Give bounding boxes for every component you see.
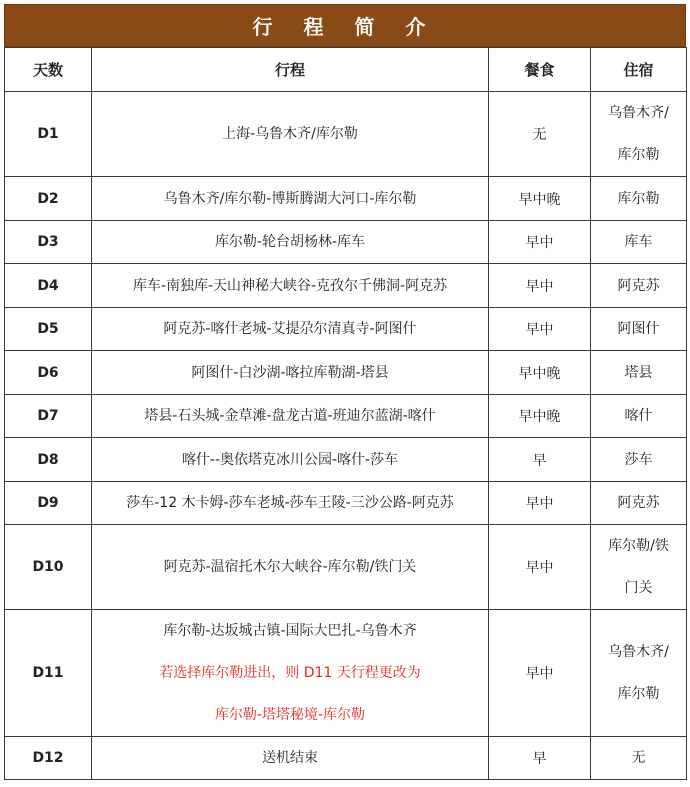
table-title: 行 程 简 介 bbox=[4, 4, 686, 47]
day-cell: D2 bbox=[5, 177, 92, 221]
table-row bbox=[5, 525, 687, 610]
stay-cell bbox=[591, 264, 687, 308]
itinerary-text: 库车-南独库-天山神秘大峡谷-克孜尔千佛洞-阿克苏 bbox=[132, 277, 448, 294]
meals-cell: 早中 bbox=[489, 308, 591, 351]
itinerary-cell bbox=[92, 737, 489, 780]
table-row bbox=[5, 438, 687, 482]
itinerary-text: 莎车-12 木卡姆-莎车老城-莎车王陵-三沙公路-阿克苏 bbox=[126, 495, 454, 511]
day-cell: D9 bbox=[5, 482, 92, 525]
table-row bbox=[5, 610, 687, 737]
itinerary-table bbox=[4, 47, 687, 780]
stay-cell bbox=[591, 308, 687, 351]
day-cell: D11 bbox=[5, 610, 92, 737]
table-row bbox=[5, 92, 687, 177]
stay-cell bbox=[591, 221, 687, 264]
meals-cell: 早中晚 bbox=[489, 351, 591, 395]
meals-cell: 早中晚 bbox=[489, 177, 591, 221]
table-row bbox=[5, 482, 687, 525]
itinerary-cell bbox=[92, 92, 489, 177]
stay-text: 库车 bbox=[624, 234, 653, 250]
stay-text: 莎车 bbox=[624, 451, 653, 468]
header-itinerary: 行程 bbox=[92, 48, 489, 92]
stay-text: 阿克苏 bbox=[617, 495, 660, 511]
table-row bbox=[5, 737, 687, 780]
stay-text: 塔县 bbox=[624, 364, 653, 381]
table-row bbox=[5, 351, 687, 395]
itinerary-text: 喀什--奥依塔克冰川公园-喀什-莎车 bbox=[181, 451, 399, 468]
table-row bbox=[5, 221, 687, 264]
itinerary-cell bbox=[92, 482, 489, 525]
itinerary-text: 阿克苏-温宿托木尔大峡谷-库尔勒/铁门关 bbox=[163, 559, 417, 575]
itinerary-cell bbox=[92, 221, 489, 264]
itinerary-text: 送机结束 bbox=[262, 750, 318, 766]
day-cell: D7 bbox=[5, 395, 92, 438]
itinerary-text: 塔县-石头城-金草滩-盘龙古道-班迪尔蓝湖-喀什 bbox=[144, 408, 436, 424]
header-meals: 餐食 bbox=[489, 48, 591, 92]
itinerary-text: 上海-乌鲁木齐/库尔勒 bbox=[222, 126, 358, 142]
itinerary-cell bbox=[92, 610, 489, 737]
stay-cell bbox=[591, 525, 687, 610]
meals-cell: 早中 bbox=[489, 264, 591, 308]
stay-text: 乌鲁木齐/ bbox=[608, 105, 669, 121]
itinerary-text: 阿图什-白沙湖-喀拉库勒湖-塔县 bbox=[191, 364, 389, 381]
itinerary-cell bbox=[92, 525, 489, 610]
stay-cell bbox=[591, 438, 687, 482]
stay-cell bbox=[591, 395, 687, 438]
stay-text: 库尔勒 bbox=[617, 190, 660, 207]
stay-cell bbox=[591, 92, 687, 177]
itinerary-cell bbox=[92, 395, 489, 438]
day-cell: D6 bbox=[5, 351, 92, 395]
header-row bbox=[5, 48, 687, 92]
meals-cell: 早中 bbox=[489, 610, 591, 737]
meals-cell: 无 bbox=[489, 92, 591, 177]
itinerary-cell bbox=[92, 308, 489, 351]
meals-cell: 早 bbox=[489, 438, 591, 482]
meals-cell: 早中 bbox=[489, 482, 591, 525]
stay-text: 库尔勒 bbox=[617, 147, 660, 163]
table-row bbox=[5, 308, 687, 351]
stay-text: 喀什 bbox=[624, 408, 653, 424]
itinerary-text: 乌鲁木齐/库尔勒-博斯腾湖大河口-库尔勒 bbox=[163, 190, 417, 207]
stay-cell bbox=[591, 737, 687, 780]
table-row bbox=[5, 264, 687, 308]
header-stay: 住宿 bbox=[591, 48, 687, 92]
itinerary-cell bbox=[92, 438, 489, 482]
itinerary-text: 阿克苏-喀什老城-艾提尕尔清真寺-阿图什 bbox=[163, 321, 417, 337]
day-cell: D4 bbox=[5, 264, 92, 308]
day-cell: D8 bbox=[5, 438, 92, 482]
itinerary-note: 库尔勒-塔塔秘境-库尔勒 bbox=[214, 707, 366, 723]
day-cell: D12 bbox=[5, 737, 92, 780]
stay-text: 阿克苏 bbox=[617, 277, 660, 294]
itinerary-cell bbox=[92, 351, 489, 395]
day-cell: D5 bbox=[5, 308, 92, 351]
stay-text: 门关 bbox=[624, 580, 653, 596]
stay-text: 库尔勒 bbox=[617, 686, 660, 702]
itinerary-text: 库尔勒-达坂城古镇-国际大巴扎-乌鲁木齐 bbox=[163, 623, 417, 639]
table-row bbox=[5, 395, 687, 438]
meals-cell: 早中晚 bbox=[489, 395, 591, 438]
meals-cell: 早中 bbox=[489, 221, 591, 264]
stay-cell bbox=[591, 610, 687, 737]
meals-cell: 早 bbox=[489, 737, 591, 780]
table-row bbox=[5, 177, 687, 221]
itinerary-note: 若选择库尔勒进出，则 D11 天行程更改为 bbox=[159, 665, 421, 681]
itinerary-summary bbox=[4, 4, 686, 780]
stay-text: 乌鲁木齐/ bbox=[608, 644, 669, 660]
day-cell: D10 bbox=[5, 525, 92, 610]
stay-cell bbox=[591, 177, 687, 221]
stay-cell bbox=[591, 351, 687, 395]
itinerary-cell bbox=[92, 264, 489, 308]
stay-text: 库尔勒/铁 bbox=[608, 538, 669, 554]
header-day: 天数 bbox=[5, 48, 92, 92]
day-cell: D3 bbox=[5, 221, 92, 264]
stay-text: 无 bbox=[631, 750, 646, 766]
stay-text: 阿图什 bbox=[617, 321, 660, 337]
itinerary-cell bbox=[92, 177, 489, 221]
stay-cell bbox=[591, 482, 687, 525]
itinerary-text: 库尔勒-轮台胡杨林-库车 bbox=[214, 234, 366, 250]
meals-cell: 早中 bbox=[489, 525, 591, 610]
day-cell: D1 bbox=[5, 92, 92, 177]
